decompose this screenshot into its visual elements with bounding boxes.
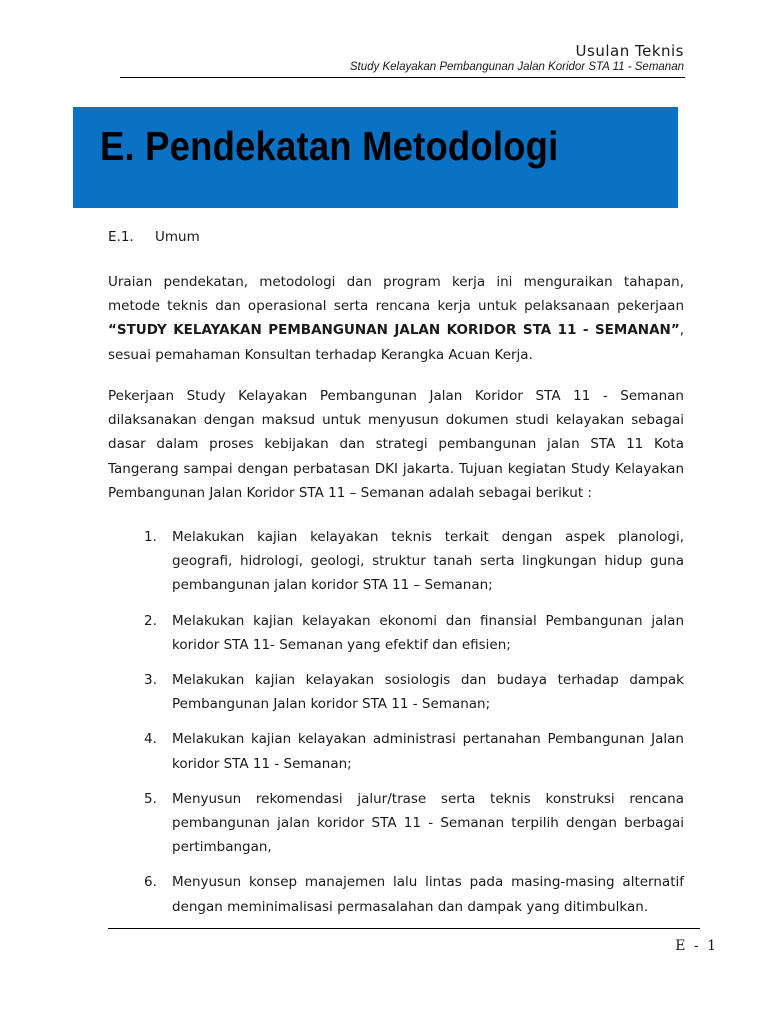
list-item (140, 787, 684, 860)
header-title: Usulan Teknis (575, 42, 684, 60)
list-item-number: 4. (144, 731, 157, 748)
list-item (140, 609, 684, 657)
list-item-number: 6. (144, 874, 157, 891)
list-item-text: Menyusun rekomendasi jalur/trase serta teknis konstruksi rencana pembangunan jalan koridor STA 11 - Semanan terpilih dengan berbagai pertimbangan, (172, 790, 684, 856)
list-item (140, 525, 684, 598)
page-number: E - 1 (675, 938, 718, 954)
list-item (140, 668, 684, 716)
paragraph-intro-bold: “STUDY KELAYAKAN PEMBANGUNAN JALAN KORIDOR STA 11 - SEMANAN” (108, 322, 680, 339)
list-item-text: Melakukan kajian kelayakan teknis terkait dengan aspek planologi, geografi, hidrologi, geologi, struktur tanah serta lingkungan hidup guna pembangunan jalan koridor STA 11 – Semanan; (172, 529, 684, 594)
list-item-text: Melakukan kajian kelayakan sosiologis dan budaya terhadap dampak Pembangunan Jalan koridor STA 11 - Semanan; (172, 672, 684, 713)
header-rule (120, 77, 685, 78)
section-heading (108, 229, 200, 245)
section-title: Umum (155, 229, 200, 245)
list-item-text: Melakukan kajian kelayakan ekonomi dan finansial Pembangunan jalan koridor STA 11- Semanan yang efektif dan efisien; (172, 612, 684, 653)
list-item (140, 870, 684, 918)
list-item-number: 3. (144, 672, 157, 689)
chapter-banner (73, 107, 678, 208)
paragraph-intro-text: Uraian pendekatan, metodologi dan program kerja ini menguraikan tahapan, metode teknis dan operasional serta rencana kerja untuk pelaksanaan pekerjaan (108, 274, 684, 315)
paragraph-intro-end: , sesuai pemahaman Konsultan terhadap Kerangka Acuan Kerja. (108, 322, 684, 363)
footer-rule (108, 928, 700, 929)
list-item-text: Menyusun konsep manajemen lalu lintas pada masing-masing alternatif dengan meminimalisasi permasalahan dan dampak yang ditimbulkan. (172, 874, 684, 915)
list-item-number: 5. (144, 790, 157, 807)
header-subtitle: Study Kelayakan Pembangunan Jalan Koridor STA 11 - Semanan (349, 61, 684, 73)
list-item-text: Melakukan kajian kelayakan administrasi pertanahan Pembangunan Jalan koridor STA 11 - Semanan; (172, 731, 684, 772)
objectives-list (140, 525, 684, 930)
list-item-number: 1. (144, 529, 157, 545)
list-item-number: 2. (144, 612, 157, 629)
paragraph-purpose: Pekerjaan Study Kelayakan Pembangunan Jalan Koridor STA 11 - Semanan dilaksanakan dengan maksud untuk menyusun dokumen studi kelayakan sebagai dasar dalam proses kebijakan dan strategi pembangunan jalan STA 11 Kota Tangerang sampai dengan perbatasan DKI jakarta. Tujuan kegiatan Study Kelayakan Pembangunan Jalan Koridor STA 11 – Semanan adalah sebagai berikut : (108, 388, 684, 501)
paragraph-intro (108, 270, 684, 367)
list-item (140, 727, 684, 775)
chapter-title: E. Pendekatan Metodologi (100, 123, 559, 169)
section-number: E.1. (108, 229, 134, 245)
